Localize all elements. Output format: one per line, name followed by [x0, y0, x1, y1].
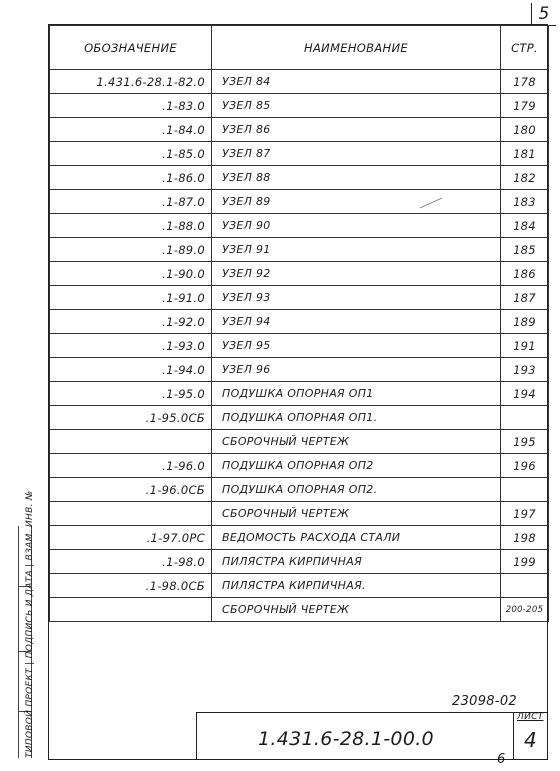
code-cell: 1.431.6-28.1-82.0	[50, 70, 212, 94]
table-row	[50, 310, 549, 334]
name-cell: ПОДУШКА ОПОРНАЯ ОП1.	[212, 406, 501, 430]
table-row	[50, 406, 549, 430]
table-row	[50, 430, 549, 454]
name-cell: УЗЕЛ 84	[212, 70, 501, 94]
table-row	[50, 334, 549, 358]
sheet-number: 4	[524, 728, 538, 752]
name-cell: УЗЕЛ 89	[212, 190, 501, 214]
code-cell	[50, 598, 212, 622]
table-row	[50, 598, 549, 622]
name-cell: УЗЕЛ 93	[212, 286, 501, 310]
page-cell: 181	[501, 142, 549, 166]
name-cell: УЗЕЛ 95	[212, 334, 501, 358]
table-row	[50, 214, 549, 238]
code-cell: .1-88.0	[50, 214, 212, 238]
code-cell: .1-97.0РС	[50, 526, 212, 550]
code-cell: .1-98.0СБ	[50, 574, 212, 598]
name-cell: СБОРОЧНЫЙ ЧЕРТЕЖ	[212, 598, 501, 622]
code-cell: .1-96.0	[50, 454, 212, 478]
table-row	[50, 118, 549, 142]
code-cell: .1-98.0	[50, 550, 212, 574]
page-cell: 191	[501, 334, 549, 358]
table-row	[50, 70, 549, 94]
table-row	[50, 382, 549, 406]
page-cell	[501, 574, 549, 598]
table-row	[50, 142, 549, 166]
code-cell: .1-84.0	[50, 118, 212, 142]
code-cell: .1-91.0	[50, 286, 212, 310]
page-cell: 199	[501, 550, 549, 574]
table-row	[50, 502, 549, 526]
name-cell: УЗЕЛ 92	[212, 262, 501, 286]
document-code: 1.431.6-28.1-00.0	[258, 728, 434, 750]
table-row	[50, 238, 549, 262]
code-cell: .1-90.0	[50, 262, 212, 286]
name-header: НАИМЕНОВАНИЕ	[212, 26, 501, 70]
code-cell: .1-86.0	[50, 166, 212, 190]
table-row	[50, 286, 549, 310]
code-cell: .1-95.0	[50, 382, 212, 406]
name-cell: СБОРОЧНЫЙ ЧЕРТЕЖ	[212, 502, 501, 526]
page-cell: 186	[501, 262, 549, 286]
table-row	[50, 454, 549, 478]
code-cell: .1-87.0	[50, 190, 212, 214]
page-cell: 196	[501, 454, 549, 478]
code-cell: .1-96.0СБ	[50, 478, 212, 502]
name-cell: ПИЛЯСТРА КИРПИЧНАЯ	[212, 550, 501, 574]
page-cell: 198	[501, 526, 549, 550]
name-cell: УЗЕЛ 91	[212, 238, 501, 262]
table-row	[50, 94, 549, 118]
code-cell: .1-89.0	[50, 238, 212, 262]
page-cell	[501, 406, 549, 430]
page-cell: 178	[501, 70, 549, 94]
table-body	[50, 70, 549, 622]
code-cell: .1-95.0СБ	[50, 406, 212, 430]
name-cell: УЗЕЛ 96	[212, 358, 501, 382]
page-cell: 180	[501, 118, 549, 142]
archive-code: 23098-02	[452, 694, 517, 709]
table-row	[50, 550, 549, 574]
page-number: 5	[531, 3, 556, 26]
name-cell: УЗЕЛ 90	[212, 214, 501, 238]
code-cell: .1-85.0	[50, 142, 212, 166]
name-cell: УЗЕЛ 88	[212, 166, 501, 190]
code-cell	[50, 430, 212, 454]
table-row	[50, 262, 549, 286]
table-row	[50, 526, 549, 550]
name-cell: УЗЕЛ 94	[212, 310, 501, 334]
name-cell: УЗЕЛ 85	[212, 94, 501, 118]
contents-table	[49, 25, 549, 622]
page-cell: 183	[501, 190, 549, 214]
page-cell: 185	[501, 238, 549, 262]
name-cell: ПОДУШКА ОПОРНАЯ ОП2.	[212, 478, 501, 502]
pen-stroke-mark	[418, 196, 444, 210]
page-cell: 189	[501, 310, 549, 334]
table-row	[50, 190, 549, 214]
designation-header: ОБОЗНАЧЕНИЕ	[50, 26, 212, 70]
name-cell: УЗЕЛ 87	[212, 142, 501, 166]
table-row	[50, 358, 549, 382]
code-cell: .1-83.0	[50, 94, 212, 118]
page-cell: 195	[501, 430, 549, 454]
sheet-label: ЛИСТ	[517, 712, 544, 722]
page-cell	[501, 478, 549, 502]
page-cell: 197	[501, 502, 549, 526]
code-cell: .1-92.0	[50, 310, 212, 334]
page-cell: 179	[501, 94, 549, 118]
page-cell: 194	[501, 382, 549, 406]
table-row	[50, 478, 549, 502]
table-row	[50, 574, 549, 598]
name-cell: ВЕДОМОСТЬ РАСХОДА СТАЛИ	[212, 526, 501, 550]
page-cell: 184	[501, 214, 549, 238]
page-cell: 187	[501, 286, 549, 310]
name-cell: ПОДУШКА ОПОРНАЯ ОП1	[212, 382, 501, 406]
table-header-row	[50, 26, 549, 70]
bottom-number: 6	[497, 752, 506, 767]
stamp-text: ТИПОВОЙ ПРОЕКТ | ПОДПИСЬ И ДАТА | ВЗАМ. ИНВ. №	[25, 490, 35, 758]
code-cell: .1-94.0	[50, 358, 212, 382]
name-cell: ПИЛЯСТРА КИРПИЧНАЯ.	[212, 574, 501, 598]
page-header: СТР.	[501, 26, 549, 70]
name-cell: УЗЕЛ 86	[212, 118, 501, 142]
name-cell: СБОРОЧНЫЙ ЧЕРТЕЖ	[212, 430, 501, 454]
name-cell: ПОДУШКА ОПОРНАЯ ОП2	[212, 454, 501, 478]
page-cell: 193	[501, 358, 549, 382]
code-cell: .1-93.0	[50, 334, 212, 358]
page-cell: 182	[501, 166, 549, 190]
code-cell	[50, 502, 212, 526]
table-row	[50, 166, 549, 190]
page-cell: 200-205	[501, 598, 549, 622]
